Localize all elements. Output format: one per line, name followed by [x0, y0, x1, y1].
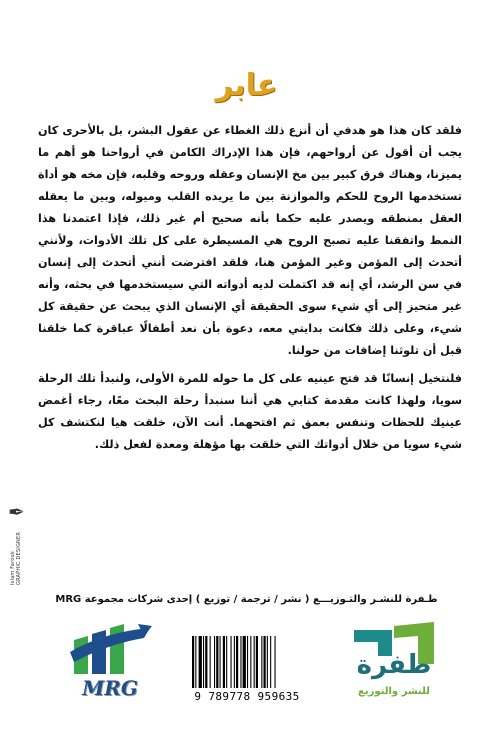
- book-title: عابر: [215, 68, 278, 103]
- isbn-number: 9 789778 959635: [194, 690, 300, 703]
- blurb-paragraph-1: فلقد كان هذا هو هدفي أن أنزع ذلك الغطاء عن عقول البشر، بل بالأحرى كان يجب أن أقول عن أرواحهم، فإن هذا الإدراك الكامن في أرواحنا هو أهم ما يميزنا، وهناك فرق كبير بين مخ الإنسان وعقله وروحه وقلبه، فإن مخه هو أداة تستخدمها الروح للحكم والموازنة بين ما يريده القلب وميوله، وبين ما يعقله العقل بمنطقه ويصدر عليه حكما بأنه صحيح أم غير ذلك، فإذا اعتمدنا هذا النمط واتفقنا عليه تصبح الروح هي المسيطرة على كل تلك الأدوات، ولأنني أتحدث إلى المؤمن وغير المؤمن هنا، فلقد افترضت أنني أتحدث إلى إنسان في سن الرشد، أي إنه قد اكتملت لديه أدواته التي سيستخدمها في بحثه، وأنه غير متحيز إلى أي شيء سوى الحقيقة أي الإنسان الذي يبحث عن حقيقة كل شيء، وعلى ذلك فكانت بدايتي معه، دعوة بأن نعد أطفالًا عباقرة كما خلقنا قبل أن تلوثنا إضافات من حولنا.: [38, 124, 462, 357]
- designer-credit-text: Islam Farouk GRAPHIC DESIGNER: [10, 531, 22, 585]
- tafra-logo: [348, 616, 440, 708]
- mrg-logo: [64, 622, 154, 708]
- barcode-bars: [186, 634, 308, 690]
- tafra-logo-text: طفرة: [356, 650, 432, 680]
- designer-signature-icon: ✒: [8, 500, 25, 524]
- designer-credit: [6, 500, 28, 585]
- tafra-logo-subtext: للنشر والتوزيع: [358, 686, 430, 697]
- blurb-paragraph-2: فلنتخيل إنسانًا قد فتح عينيه على كل ما حوله للمرة الأولى، ولنبدأ تلك الرحلة سويا، ولهذا كانت مقدمة كتابي هي أننا سنبدأ رحلة البحث معًا، رجاء أغمض عينيك للحظات وتنفس بعمق ثم افتحهما. أنت الآن، خلقت هيا لنكتشف كل شيء سويا من خلال أدواتك التي خلقت بها مؤهلة ومعدة لفعل ذلك.: [38, 372, 462, 451]
- publisher-line: طـفرة للنشـر والتـوزيـــع ( نشر / ترجمة / توزيع ) إحدى شركات مجموعة MRG: [55, 594, 438, 605]
- mrg-logo-text: MRG: [82, 676, 138, 700]
- back-cover-blurb: [38, 120, 462, 462]
- isbn-barcode: [186, 634, 308, 706]
